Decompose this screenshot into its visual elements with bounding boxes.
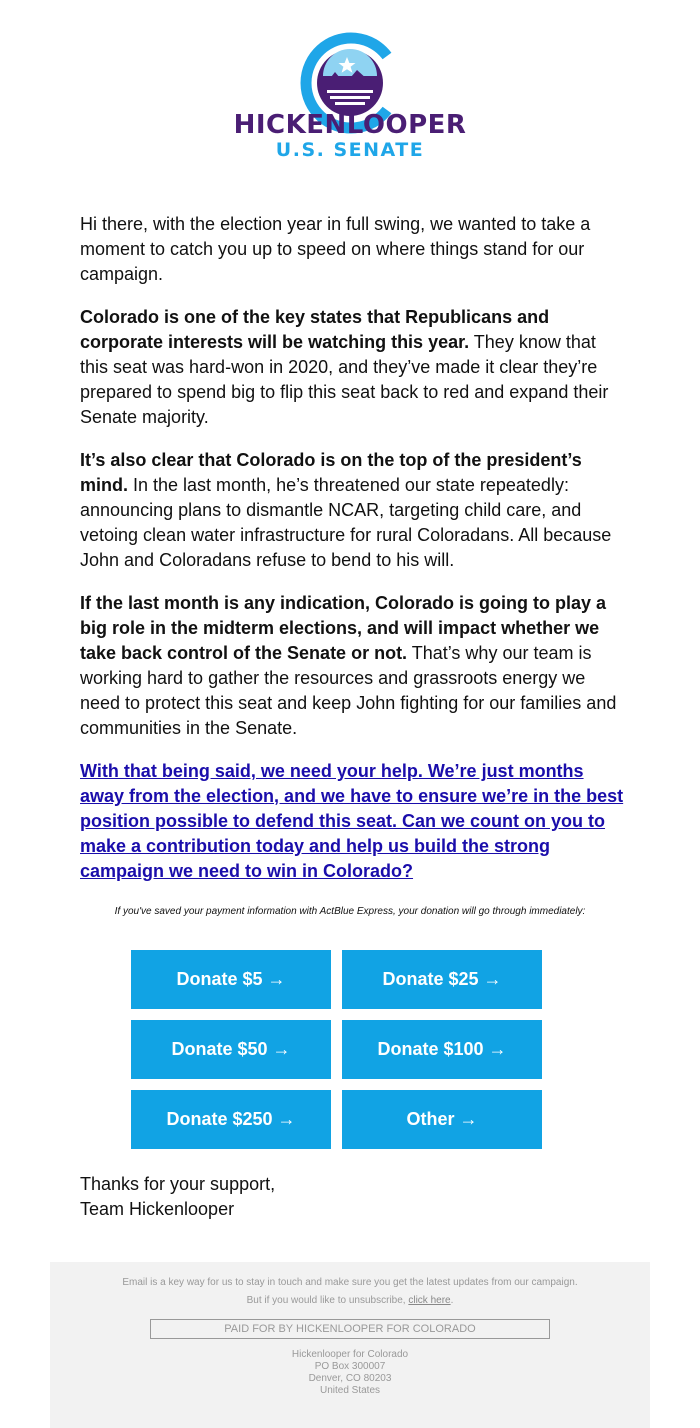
paragraph-intro: Hi there, with the election year in full swing, we wanted to take a moment to catch you up to speed on where things stand for our campaign. [80, 214, 591, 284]
donate-5-button[interactable]: Donate $5 → [131, 950, 331, 1009]
paragraph-text: That’s why our team is working hard to gather the resources and grassroots energy we need to protect this seat and keep John fighting for our families and communities in the Senate. [80, 643, 617, 738]
logo-name: HICKENLOOPER [233, 110, 467, 140]
email-body [80, 212, 625, 902]
paragraph-bold-lead: It’s also clear that Colorado is on the top of the president’s mind. [80, 450, 582, 495]
paragraph-key-states [80, 305, 625, 430]
signoff-line: Thanks for your support, [80, 1174, 276, 1194]
unsubscribe-link[interactable]: click here [408, 1295, 451, 1306]
paragraph-bold-lead: Colorado is one of the key states that Republicans and corporate interests will be watching this year. [80, 307, 550, 352]
address-line: Hickenlooper for Colorado [291, 1349, 409, 1360]
paragraph-text: In the last month, he’s threatened our state repeatedly: announcing plans to dismantle NCAR, targeting child care, and vetoing clean water infrastructure for rural Coloradans. All because John and Coloradans refuse to bend to his will. [80, 475, 612, 570]
paragraph-president [80, 448, 625, 573]
paragraph-cta [80, 759, 625, 884]
donate-25-button[interactable]: Donate $25 → [342, 950, 542, 1009]
donate-250-button[interactable]: Donate $250 → [131, 1090, 331, 1149]
paid-for-disclaimer: PAID FOR BY HICKENLOOPER FOR COLORADO [150, 1319, 550, 1339]
actblue-express-note: If you've saved your payment information with ActBlue Express, your donation will go through immediately: [114, 906, 586, 917]
signoff-team: Team Hickenlooper [80, 1199, 235, 1219]
signoff [80, 1172, 275, 1222]
address-line: PO Box 300007 [314, 1361, 386, 1372]
donate-100-button[interactable]: Donate $100 → [342, 1020, 542, 1079]
footer-message: Email is a key way for us to stay in touch and make sure you get the latest updates from our campaign. But if you would like to unsubscribe, click here. [122, 1277, 578, 1306]
address-line: Denver, CO 80203 [308, 1373, 392, 1384]
paragraph-text: They know that this seat was hard-won in 2020, and they’ve made it clear they’re prepared to spend big to flip this seat back to red and expand their Senate majority. [80, 332, 609, 427]
mailing-address [50, 1349, 650, 1397]
address-line: United States [319, 1385, 381, 1396]
donate-50-button[interactable]: Donate $50 → [131, 1020, 331, 1079]
donate-other-button[interactable]: Other → [342, 1090, 542, 1149]
paragraph-bold-lead: If the last month is any indication, Colorado is going to play a big role in the midterm elections, and will impact whether we take back control of the Senate or not. [80, 593, 607, 663]
email-footer [50, 1262, 650, 1428]
paragraph-midterms [80, 591, 625, 741]
contribution-link[interactable]: With that being said, we need your help. We’re just months away from the election, and we have to ensure we’re in the best position possible to defend this seat. Can we count on you to make a contribution today and help us build the strong campaign we need to win in Colorado? [80, 761, 624, 881]
logo-subtitle: U.S. SENATE [275, 139, 425, 161]
